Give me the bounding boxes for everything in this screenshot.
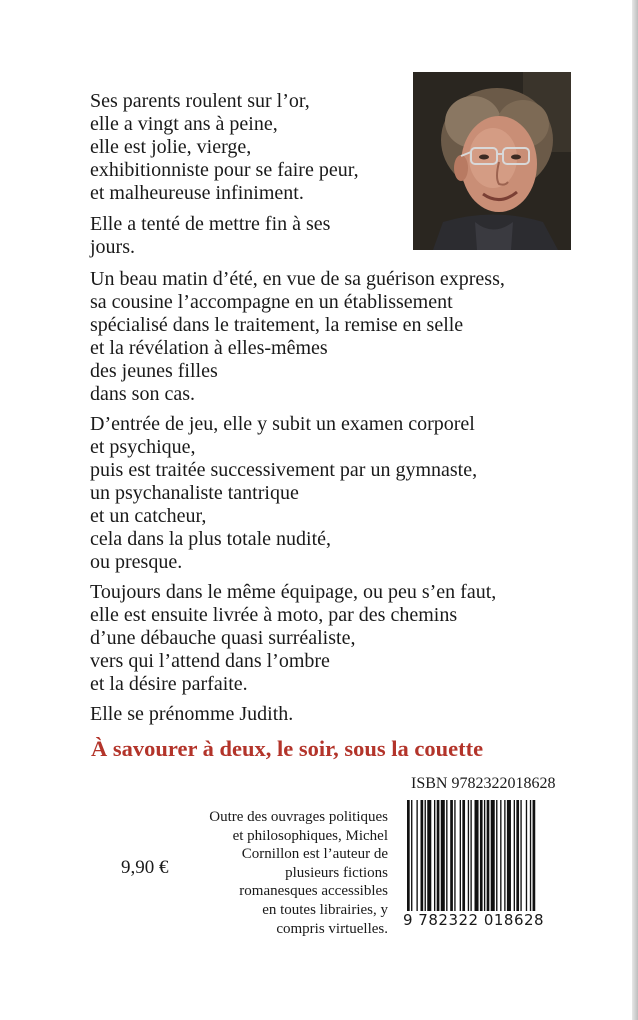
paragraph-5: Toujours dans le même équipage, ou peu s’en faut, elle est ensuite livrée à moto, par des chemins d’une débauche quasi surréaliste, vers qui l’attend dans l’ombre et la désire parfaite.	[90, 581, 497, 695]
price: 9,90 €	[121, 857, 169, 878]
barcode-digits: 9 782322 018628	[403, 911, 545, 929]
tagline: À savourer à deux, le soir, sous la couette	[91, 736, 484, 761]
paragraph-2: Elle a tenté de mettre fin à ses jours.	[90, 213, 331, 258]
paragraph-3: Un beau matin d’été, en vue de sa guérison express, sa cousine l’accompagne en un établissement spécialisé dans le traitement, la remise en selle et la révélation à elles-mêmes des jeunes filles dans son cas.	[90, 268, 505, 405]
isbn-label: ISBN 9782322018628	[411, 775, 556, 792]
author-photo	[413, 72, 571, 250]
paragraph-4: D’entrée de jeu, elle y subit un examen corporel et psychique, puis est traitée successivement par un gymnaste, un psychanaliste tantrique et un catcheur, cela dans la plus totale nudité, ou presque.	[90, 413, 478, 573]
author-bio: Outre des ouvrages politiques et philosophiques, Michel Cornillon est l’auteur de plusieurs fictions romanesques accessibles en toutes librairies, y compris virtuelles.	[209, 809, 388, 937]
paragraph-1: Ses parents roulent sur l’or, elle a vingt ans à peine, elle est jolie, vierge, exhibitionniste pour se faire peur, et malheureuse infiniment.	[90, 90, 359, 204]
page-edge	[632, 0, 638, 1020]
paragraph-6: Elle se prénomme Judith.	[90, 703, 294, 725]
